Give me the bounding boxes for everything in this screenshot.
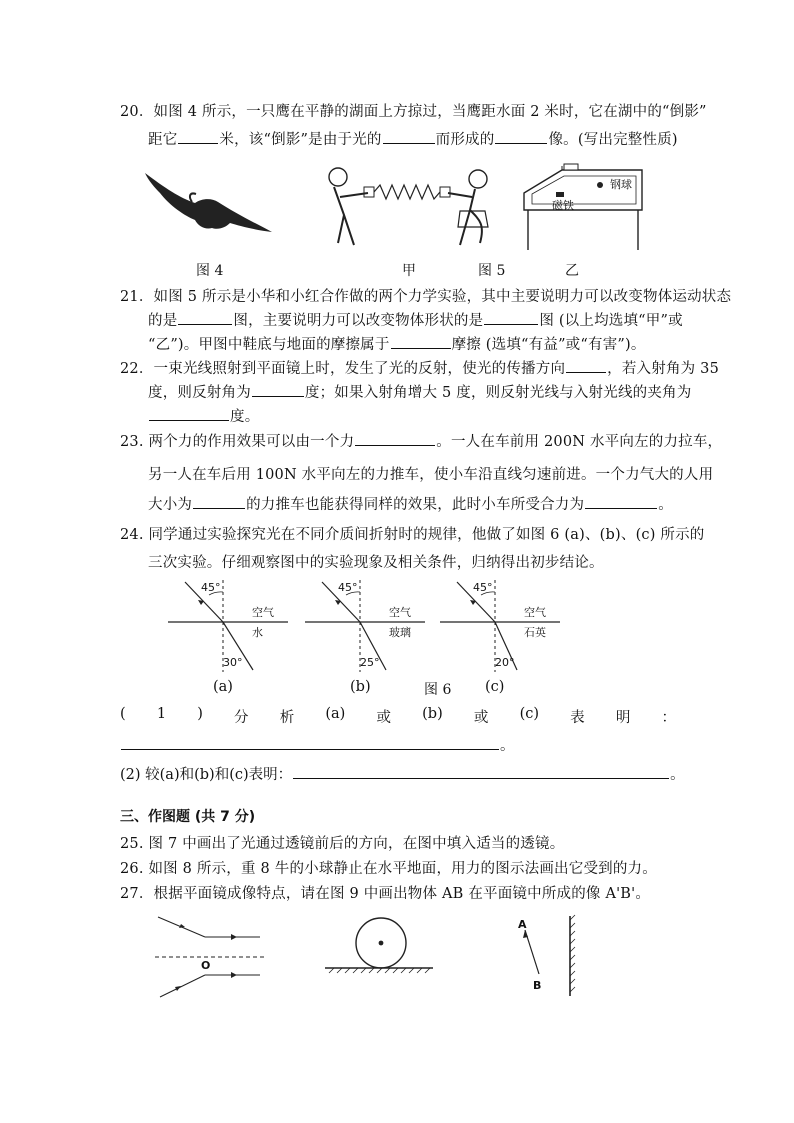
q21-blank-friction[interactable] <box>391 334 451 349</box>
q22-blank-reflection[interactable] <box>252 382 304 397</box>
refraction-angle-label: 30° <box>223 656 243 669</box>
q22-line1: 22．一束光线照射到平面镜上时，发生了光的反射，使光的传播方向 ，若入射角为 35 <box>120 357 719 378</box>
diagram-caption: (b) <box>350 679 371 695</box>
diagram-caption: (c) <box>485 679 505 695</box>
q24-part1-answer: 。 <box>120 734 515 755</box>
medium-top-label: 空气 <box>252 606 274 619</box>
q22-blank-direction[interactable] <box>566 358 606 373</box>
q20-line1: 20．如图 4 所示，一只鹰在平静的湖面上方掠过，当鹰距水面 2 米时，它在湖中的“倒影” <box>120 104 707 120</box>
q24-blank-part1[interactable] <box>121 735 499 750</box>
refraction-angle-label: 20° <box>495 656 515 669</box>
q24-part2: (2) 较(a)和(b)和(c)表明： 。 <box>120 763 685 784</box>
q27: 27．根据平面镜成像特点，请在图 9 中画出物体 AB 在平面镜中所成的像 A'B'。 <box>120 886 651 902</box>
ball-figure <box>325 917 435 975</box>
q22-blank-angle[interactable] <box>149 406 229 421</box>
q22-line2: 度，则反射角为 度；如果入射角增大 5 度，则反射光线与入射光线的夹角为 <box>148 381 691 402</box>
q23-line3: 大小为 的力推车也能获得同样的效果，此时小车所受合力为 。 <box>148 493 673 514</box>
eagle-figure <box>140 168 280 238</box>
q21-blank-shape[interactable] <box>484 310 538 325</box>
medium-top-label: 空气 <box>524 606 546 619</box>
q21-line2: 的是 图，主要说明力可以改变物体形状的是 图 (以上均选填“甲”或 <box>148 309 683 330</box>
q20-blank-phenomenon[interactable] <box>383 129 435 144</box>
medium-bottom-label: 石英 <box>524 626 546 639</box>
diagram-caption: (a) <box>213 679 233 695</box>
fig5-yi-label: 乙 <box>565 263 579 279</box>
fig4-caption: 图 4 <box>196 263 224 279</box>
q24-line1: 24. 同学通过实验探究光在不同介质间折射时的规律，他做了如图 6 (a)、(b)、(c) 所示的 <box>120 527 705 543</box>
spring-figure <box>320 165 500 255</box>
q23-blank-net[interactable] <box>585 494 657 509</box>
incident-angle-label: 45° <box>201 581 221 594</box>
fig9-label-a: A <box>518 918 527 931</box>
medium-bottom-label: 玻璃 <box>389 626 411 639</box>
q25: 25. 图 7 中画出了光通过透镜前后的方向，在图中填入适当的透镜。 <box>120 836 565 852</box>
ball-label: 钢球 <box>610 178 632 191</box>
q21-line1: 21．如图 5 所示是小华和小红合作做的两个力学实验，其中主要说明力可以改变物体运动状态 <box>120 289 732 305</box>
incident-angle-label: 45° <box>338 581 358 594</box>
incident-angle-label: 45° <box>473 581 493 594</box>
magnet-label: 磁铁 <box>552 199 574 212</box>
q23-line2: 另一人在车后用 100N 水平向左的力推车，使小车沿直线匀速前进。一个力气大的人用 <box>148 467 714 483</box>
fig6-caption: 图 6 <box>424 682 452 698</box>
q21-blank-motion[interactable] <box>178 310 232 325</box>
q24-part1-line: ( 1 ) 分 析 (a) 或 (b) 或 (c) 表 明 ： <box>120 706 676 726</box>
q23-blank-force[interactable] <box>193 494 245 509</box>
refraction-angle-label: 25° <box>360 656 380 669</box>
medium-top-label: 空气 <box>389 606 411 619</box>
q22-line3: 度。 <box>148 405 259 426</box>
q20-blank-distance[interactable] <box>178 129 218 144</box>
q23-line1: 23. 两个力的作用效果可以由一个力 。一人在车前用 200N 水平向左的力拉车， <box>120 430 722 451</box>
fig5-caption: 图 5 <box>478 263 506 279</box>
medium-bottom-label: 水 <box>252 626 263 639</box>
q20-line2: 距它 米，该“倒影”是由于光的 而形成的 像。(写出完整性质) <box>148 128 678 149</box>
fig5-jia-label: 甲 <box>402 263 416 279</box>
q26: 26. 如图 8 所示，重 8 牛的小球静止在水平地面，用力的图示法画出它受到的力。 <box>120 861 657 877</box>
q20-blank-image[interactable] <box>495 129 547 144</box>
q24-line2: 三次实验。仔细观察图中的实验现象及相关条件，归纳得出初步结论。 <box>148 555 604 571</box>
q24-blank-part2[interactable] <box>293 764 669 779</box>
fig9-label-b: B <box>533 979 542 992</box>
fig7-point-o: O <box>201 959 211 972</box>
q21-line3: “乙”)。甲图中鞋底与地面的摩擦属于 摩擦 (选填“有益”或“有害”)。 <box>148 333 646 354</box>
q23-blank-replace[interactable] <box>355 431 435 446</box>
section3-heading: 三、作图题 (共 7 分) <box>120 809 256 825</box>
